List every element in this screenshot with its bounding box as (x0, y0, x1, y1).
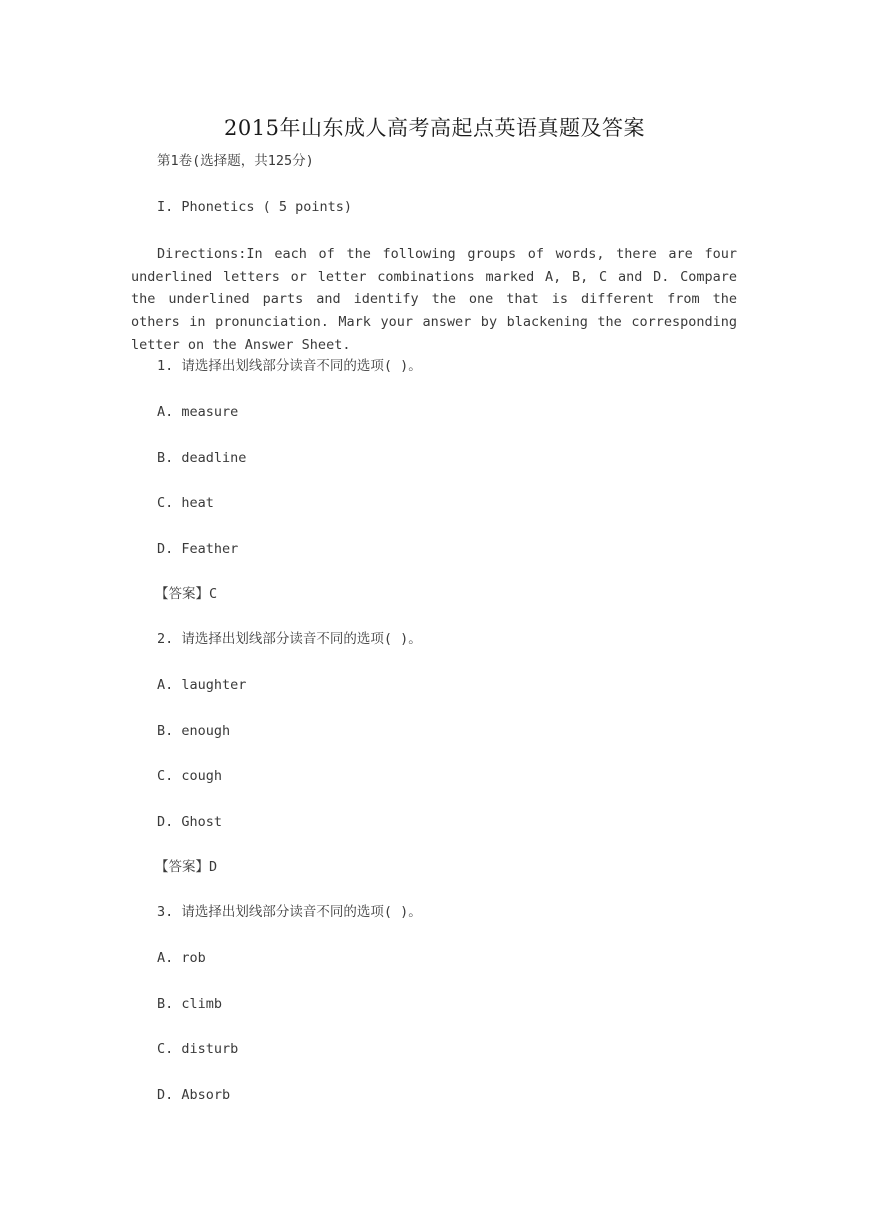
question-2-option-d: D. Ghost (157, 814, 223, 830)
question-3-prompt: 3. 请选择出划线部分读音不同的选项( )。 (157, 904, 422, 920)
question-1-option-b: B. deadline (157, 450, 247, 466)
question-2-prompt: 2. 请选择出划线部分读音不同的选项( )。 (157, 631, 422, 647)
question-2-answer: 【答案】D (155, 859, 218, 875)
directions-paragraph: Directions:In each of the following groups of words, there are four underlined letters or letter combinations marked A, B, C and D. Compare the underlined parts and identify the one that is different from the others in pronunciation. Mark your answer by blackening the corresponding letter on the Answer Sheet. (131, 246, 737, 353)
question-1-option-d: D. Feather (157, 541, 239, 557)
question-2-option-b: B. enough (157, 723, 231, 739)
part-title: I. Phonetics ( 5 points) (157, 199, 353, 215)
question-3-option-d: D. Absorb (157, 1087, 231, 1103)
document-title: 2015年山东成人高考高起点英语真题及答案 (224, 116, 645, 140)
question-1-option-a: A. measure (157, 404, 239, 420)
question-1-answer: 【答案】C (155, 586, 218, 602)
question-3-option-b: B. climb (157, 996, 223, 1012)
section-header: 第1卷(选择题，共125分) (157, 153, 314, 169)
question-1-option-c: C. heat (157, 495, 214, 511)
question-2-option-c: C. cough (157, 768, 223, 784)
question-3-option-c: C. disturb (157, 1041, 239, 1057)
question-1-prompt: 1. 请选择出划线部分读音不同的选项( )。 (157, 358, 422, 374)
question-2-option-a: A. laughter (157, 677, 247, 693)
question-3-option-a: A. rob (157, 950, 206, 966)
